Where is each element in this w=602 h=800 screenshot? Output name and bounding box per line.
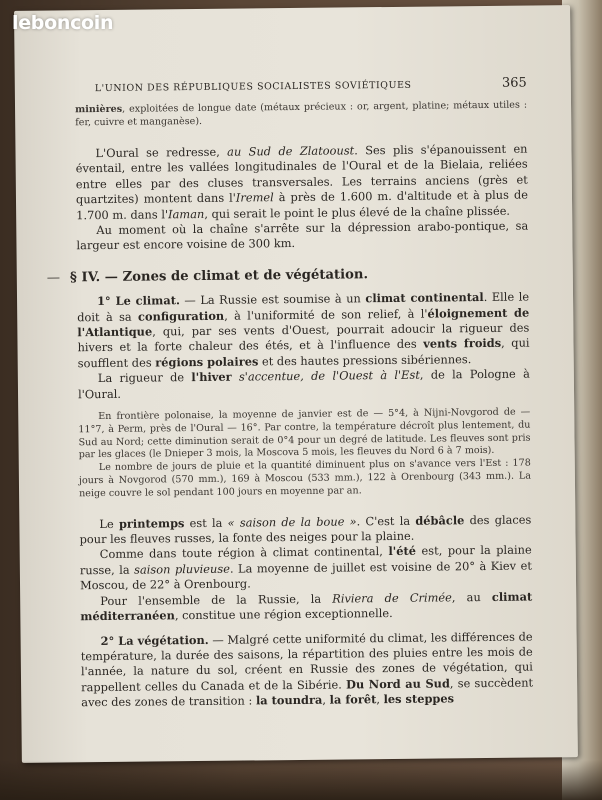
note-temperatures: En frontière polonaise, la moyenne de janvier est de — 5°4, à Nijni-Novgorod de — 11°7, à Perm, près de l'Oural — 16°. Par contre, la température décroît plus lentement, du Sud au Nord; cette diminution serait de 0°4 pour un degré de latitude. Les fleuves sont pris par les glaces (le Dnieper 3 mois, la Moscova 5 mois, les fleuves du Nord 6 à 7 mois). xyxy=(78,406,531,461)
page-number: 365 xyxy=(501,75,527,91)
page-text xyxy=(46,75,534,711)
book-page xyxy=(14,5,578,763)
paragraph-chaine: Au moment où la chaîne s'arrête sur la dépression arabo-pontique, sa largeur est encore voisine de 300 km. xyxy=(76,218,529,253)
section-heading: — § IV. — Zones de climat et de végétation. xyxy=(46,267,369,286)
header-title: L'UNION DES RÉPUBLIQUES SOCIALISTES SOVIÉTIQUES xyxy=(94,79,412,95)
paragraph-ete: Comme dans toute région à climat continental, l'été est, pour la plaine russe, la saison pluvieuse. La moyenne de juillet est voisine de 20° à Kiev et Moscou, de 22° à Orenbourg. xyxy=(79,543,532,593)
paragraph-vegetation: 2° La végétation. — Malgré cette uniformité du climat, les différences de température, la durée des saisons, la répartition des pluies entre les mois de l'année, la nature du sol, créent en Russie des zones de végétation, qui rappellent celles du Canada et de la Sibérie. Du Nord au Sud, se succèdent avec des zones de transition : la toundra, la forêt, les steppes xyxy=(80,629,534,710)
paragraph-hiver: La rigueur de l'hiver s'accentue, de l'Ouest à l'Est, de la Pologne à l'Oural. xyxy=(77,366,530,401)
paragraph-climat: 1° Le climat. — La Russie est soumise à un climat continental. Elle le doit à sa configuration, à l'uniformité de son relief, à l'éloignement de l'Atlantique, qui, par ses vents d'Ouest, pourrait adoucir la rigueur des hivers et la forte chaleur des étés, et à l'influence des vents froids, qui soufflent des régions polaires et des hautes pressions sibériennes. xyxy=(77,289,530,371)
paragraph-crimee: Pour l'ensemble de la Russie, la Riviera de Crimée, au climat méditerranéen, constitue une région exceptionnelle. xyxy=(80,589,533,624)
running-header xyxy=(95,76,527,97)
paragraph-oural: L'Oural se redresse, au Sud de Zlatooust. Ses plis s'épanouissent en éventail, entre les vallées longitudinales de l'Oural et de la Bielaia, reliées entre elles par des cluses transversales. Les terrains anciens (grès et quartzites) montent dans l'Iremel à près de 1.600 m. d'altitude et à plus de 1.700 m. dans l'Iaman, qui serait le point le plus élevé de la chaîne plissée. xyxy=(75,141,529,222)
paragraph-minieres: minières, exploitées de longue date (métaux précieux : or, argent, platine; métaux utiles : fer, cuivre et manganèse). xyxy=(75,99,528,129)
leboncoin-logo: leboncoin xyxy=(12,12,114,34)
paragraph-printemps: Le printemps est la « saison de la boue ». C'est la débâcle des glaces pour les fleuves russes, la fonte des neiges pour la plaine. xyxy=(79,512,532,547)
table-shadow xyxy=(0,760,602,800)
note-pluies: Le nombre de jours de pluie et la quantité diminuent plus on s'avance vers l'Est : 178 jours à Novgorod (570 mm.), 169 à Moscou (533 mm.), 122 à Orenbourg (343 mm.). La neige couvre le sol pendant 100 jours en moyenne par an. xyxy=(78,457,531,500)
